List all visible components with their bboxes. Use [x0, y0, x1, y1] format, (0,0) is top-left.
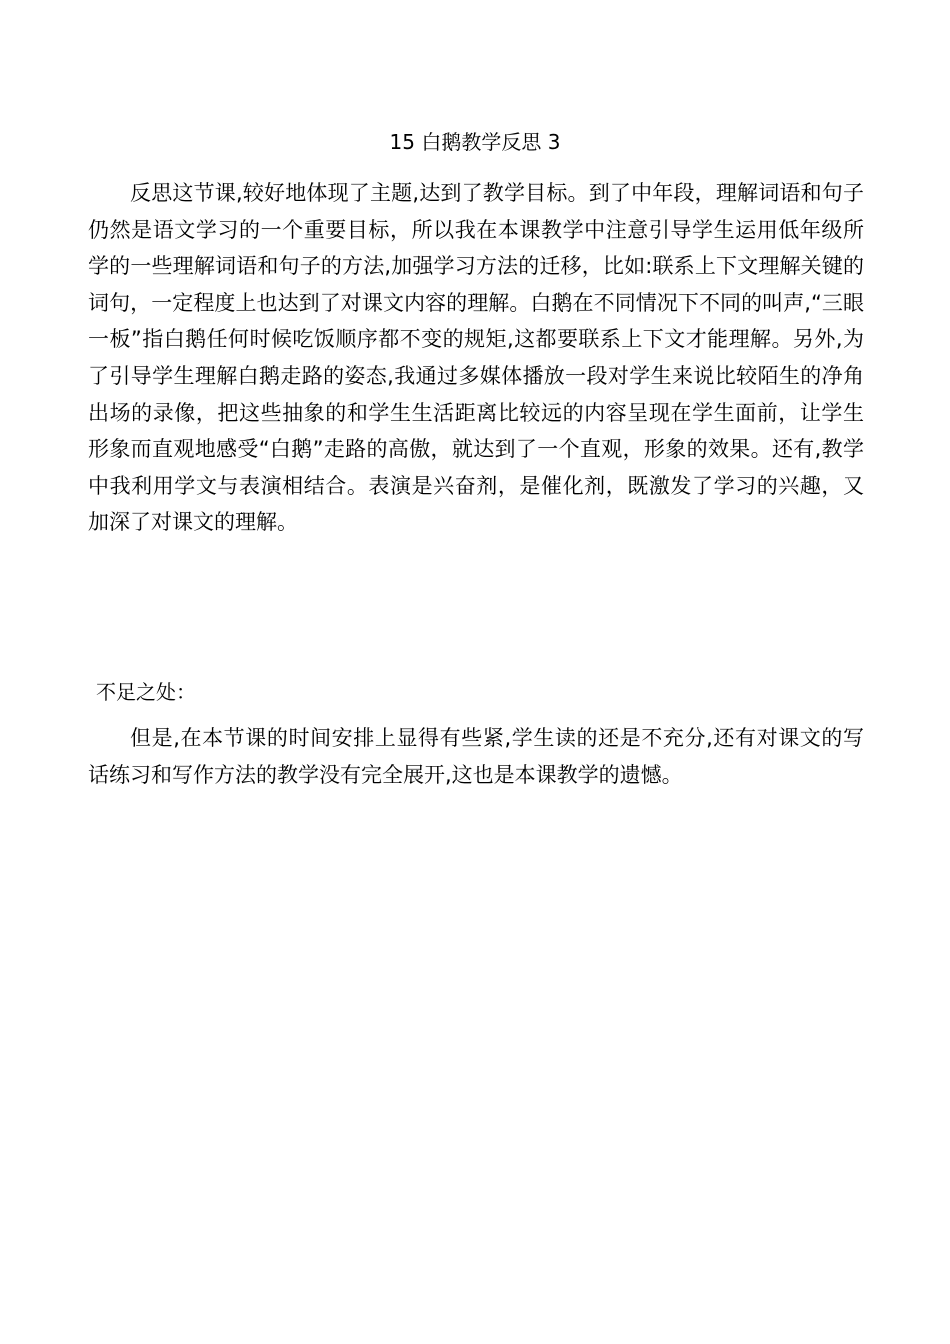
subheading-shortcomings: 不足之处：	[96, 680, 196, 704]
paragraph-reflection: 反思这节课,较好地体现了主题,达到了教学目标。到了中年段，理解词语和句子仍然是语文学习的一个重要目标，所以我在本课教学中注意引导学生运用低年级所学的一些理解词语和句子的方法,加强学习方法的迁移，比如:联系上下文理解关键的词句，一定程度上也达到了对课文内容的理解。白鹅在不同情况下不同的叫声,“三眼一板”指白鹅任何时候吃饭顺序都不变的规矩,这都要联系上下文才能理解。另外,为了引导学生理解白鹅走路的姿态,我通过多媒体播放一段对学生来说比较陌生的净角出场的录像，把这些抽象的和学生生活距离比较远的内容呈现在学生面前，让学生形象而直观地感受“白鹅”走路的高傲，就达到了一个直观，形象的效果。还有,教学中我利用学文与表演相结合。表演是兴奋剂，是催化剂，既激发了学习的兴趣，又加深了对课文的理解。	[88, 181, 864, 535]
document-title: 15 白鹅教学反思 3	[389, 130, 561, 154]
paragraph-shortcomings: 但是,在本节课的时间安排上显得有些紧,学生读的还是不充分,还有对课文的写话练习和写作方法的教学没有完全展开,这也是本课教学的遗憾。	[88, 726, 864, 787]
